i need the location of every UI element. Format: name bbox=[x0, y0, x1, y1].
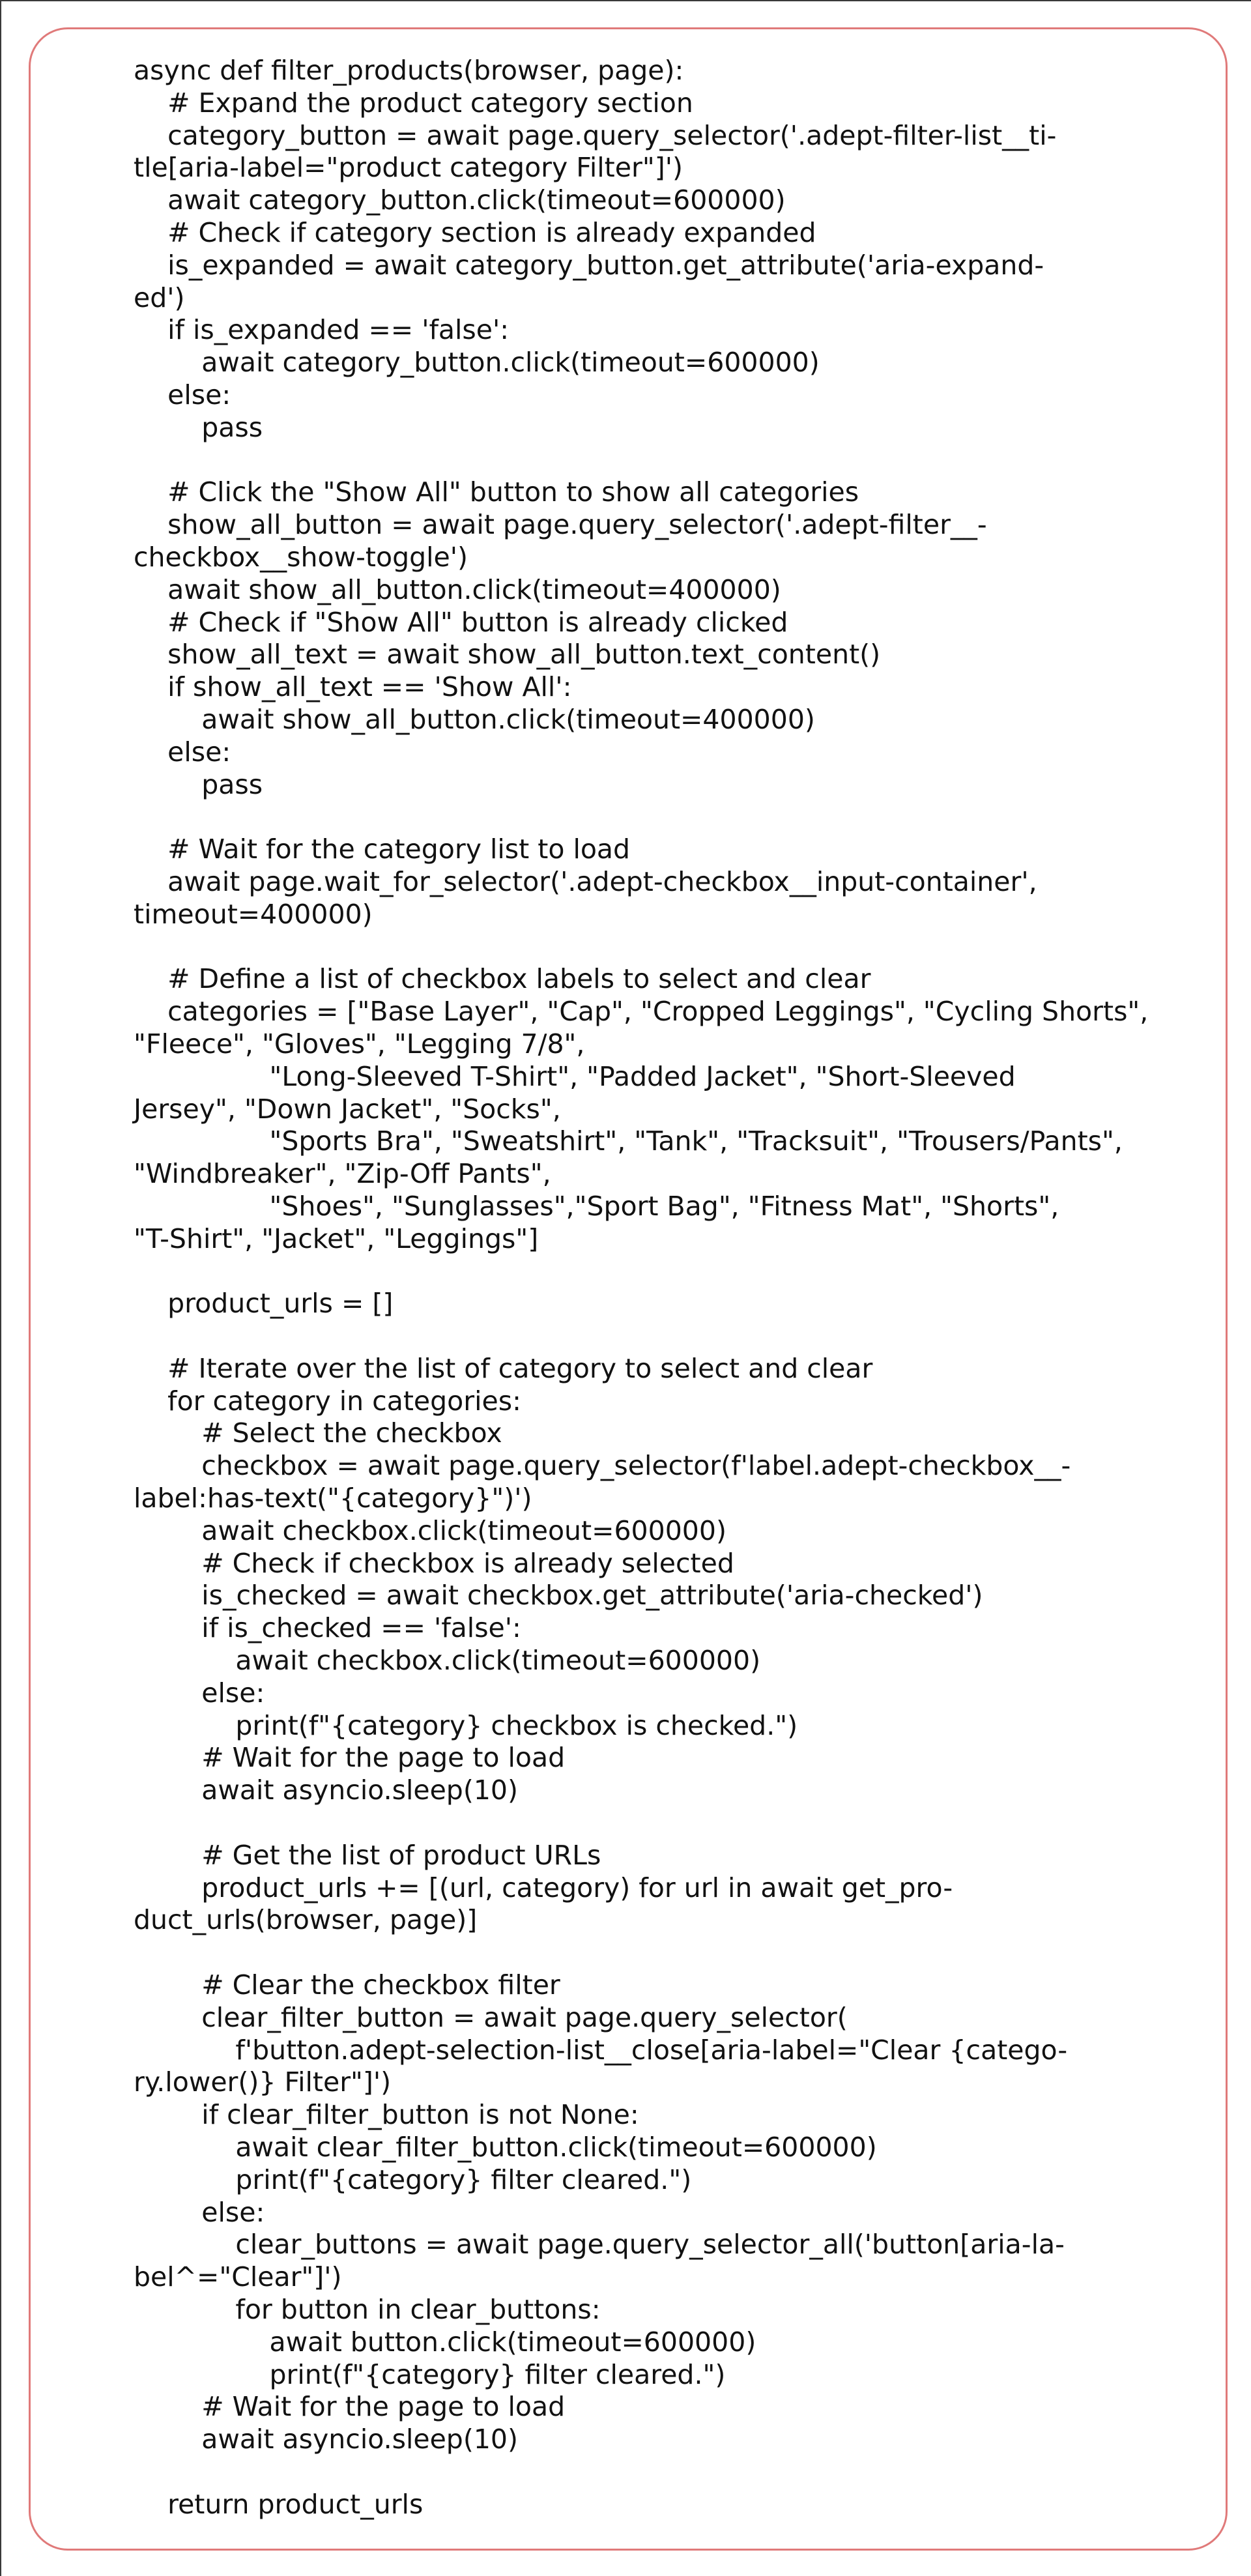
code-line bbox=[134, 801, 1150, 833]
code-line: # Check if "Show All" button is already clicked bbox=[134, 606, 788, 638]
code-line bbox=[134, 1320, 1150, 1353]
code-line: await category_button.click(timeout=600000) bbox=[134, 184, 786, 216]
code-line: checkbox = await page.query_selector(f'label.adept-checkbox__- bbox=[134, 1450, 1071, 1482]
code-line: for category in categories: bbox=[134, 1385, 521, 1417]
code-line: is_checked = await checkbox.get_attribute('aria-checked') bbox=[134, 1580, 983, 1612]
code-line: for button in clear_buttons: bbox=[134, 2293, 601, 2325]
code-line: print(f"{category} filter cleared.") bbox=[134, 2358, 726, 2390]
code-line: # Click the "Show All" button to show all categories bbox=[134, 476, 859, 508]
code-line bbox=[134, 1937, 1150, 1969]
code-line: "Shoes", "Sunglasses","Sport Bag", "Fitness Mat", "Shorts", bbox=[134, 1190, 1059, 1222]
code-line: if clear_filter_button is not None: bbox=[134, 2099, 639, 2131]
code-line: categories = ["Base Layer", "Cap", "Cropped Leggings", "Cycling Shorts", bbox=[134, 996, 1149, 1028]
code-line: await asyncio.sleep(10) bbox=[134, 1774, 518, 1806]
code-line: await category_button.click(timeout=600000) bbox=[134, 347, 820, 379]
code-line bbox=[134, 1807, 1150, 1840]
code-line: else: bbox=[134, 1677, 265, 1709]
code-line: is_expanded = await category_button.get_attribute('aria-expand- bbox=[134, 249, 1044, 281]
code-line: await asyncio.sleep(10) bbox=[134, 2424, 518, 2455]
code-line: label:has-text("{category}")') bbox=[134, 1483, 532, 1514]
code-line: # Check if category section is already expanded bbox=[134, 216, 816, 248]
code-line: show_all_text = await show_all_button.text_content() bbox=[134, 639, 881, 671]
code-line: # Wait for the category list to load bbox=[134, 833, 631, 865]
code-line bbox=[134, 2456, 1150, 2489]
code-line: "Sports Bra", "Sweatshirt", "Tank", "Tracksuit", "Trousers/Pants", bbox=[134, 1125, 1123, 1157]
code-line: # Get the list of product URLs bbox=[134, 1839, 601, 1871]
code-line bbox=[134, 931, 1150, 964]
code-line: show_all_button = await page.query_selector('.adept-filter__- bbox=[134, 509, 987, 541]
code-line: return product_urls bbox=[134, 2488, 424, 2520]
code-line: # Wait for the page to load bbox=[134, 1742, 566, 1774]
code-line: f'button.adept-selection-list__close[aria-label="Clear {catego- bbox=[134, 2034, 1068, 2066]
code-line: "T-Shirt", "Jacket", "Leggings"] bbox=[134, 1223, 539, 1254]
code-line: print(f"{category} filter cleared.") bbox=[134, 2164, 692, 2195]
code-line: tle[aria-label="product category Filter"]') bbox=[134, 152, 683, 184]
code-line: # Define a list of checkbox labels to select and clear bbox=[134, 963, 871, 995]
code-line bbox=[134, 444, 1150, 477]
code-line: "Long-Sleeved T-Shirt", "Padded Jacket", "Short-Sleeved bbox=[134, 1060, 1016, 1092]
code-line: ry.lower()} Filter"]') bbox=[134, 2066, 392, 2098]
code-line: # Expand the product category section bbox=[134, 87, 693, 119]
code-line: clear_buttons = await page.query_selector_all('button[aria-la- bbox=[134, 2229, 1065, 2261]
code-line: # Select the checkbox bbox=[134, 1417, 502, 1449]
code-line: product_urls = [] bbox=[134, 1288, 394, 1320]
code-line: duct_urls(browser, page)] bbox=[134, 1904, 478, 1936]
code-line: await show_all_button.click(timeout=400000) bbox=[134, 573, 781, 605]
code-line: bel^="Clear"]') bbox=[134, 2261, 342, 2293]
code-line: checkbox__show-toggle') bbox=[134, 541, 468, 573]
code-line: else: bbox=[134, 2196, 265, 2228]
code-line: await checkbox.click(timeout=600000) bbox=[134, 1514, 726, 1546]
code-line: Jersey", "Down Jacket", "Socks", bbox=[134, 1093, 561, 1125]
code-line: category_button = await page.query_selector('.adept-filter-list__ti- bbox=[134, 119, 1057, 151]
code-line: # Clear the checkbox filter bbox=[134, 1969, 560, 2001]
code-line: # Iterate over the list of category to select and clear bbox=[134, 1352, 873, 1384]
code-line: "Fleece", "Gloves", "Legging 7/8", bbox=[134, 1028, 585, 1060]
code-line bbox=[134, 1255, 1150, 1288]
code-line: await button.click(timeout=600000) bbox=[134, 2326, 756, 2358]
code-line: product_urls += [(url, category) for url in await get_pro- bbox=[134, 1872, 953, 1903]
code-line: clear_filter_button = await page.query_selector( bbox=[134, 2001, 848, 2033]
code-line: print(f"{category} checkbox is checked.") bbox=[134, 1709, 798, 1741]
code-line: await page.wait_for_selector('.adept-checkbox__input-container', bbox=[134, 865, 1037, 897]
code-line: await clear_filter_button.click(timeout=600000) bbox=[134, 2132, 877, 2163]
code-line: "Windbreaker", "Zip-Off Pants", bbox=[134, 1158, 551, 1190]
code-line: ed') bbox=[134, 282, 185, 313]
code-line: await show_all_button.click(timeout=400000) bbox=[134, 703, 815, 735]
code-line: if is_checked == 'false': bbox=[134, 1612, 521, 1644]
code-line: async def filter_products(browser, page): bbox=[134, 55, 684, 86]
code-line: else: bbox=[134, 379, 231, 411]
code-line: # Wait for the page to load bbox=[134, 2391, 566, 2423]
code-line: if show_all_text == 'Show All': bbox=[134, 671, 572, 703]
code-line: await checkbox.click(timeout=600000) bbox=[134, 1645, 761, 1677]
code-line: # Check if checkbox is already selected bbox=[134, 1547, 734, 1579]
code-line: if is_expanded == 'false': bbox=[134, 314, 510, 346]
code-line: else: bbox=[134, 736, 231, 768]
code-line: timeout=400000) bbox=[134, 898, 373, 930]
code-line: pass bbox=[134, 768, 263, 800]
code-line: pass bbox=[134, 411, 263, 443]
code-block bbox=[134, 55, 1150, 2521]
